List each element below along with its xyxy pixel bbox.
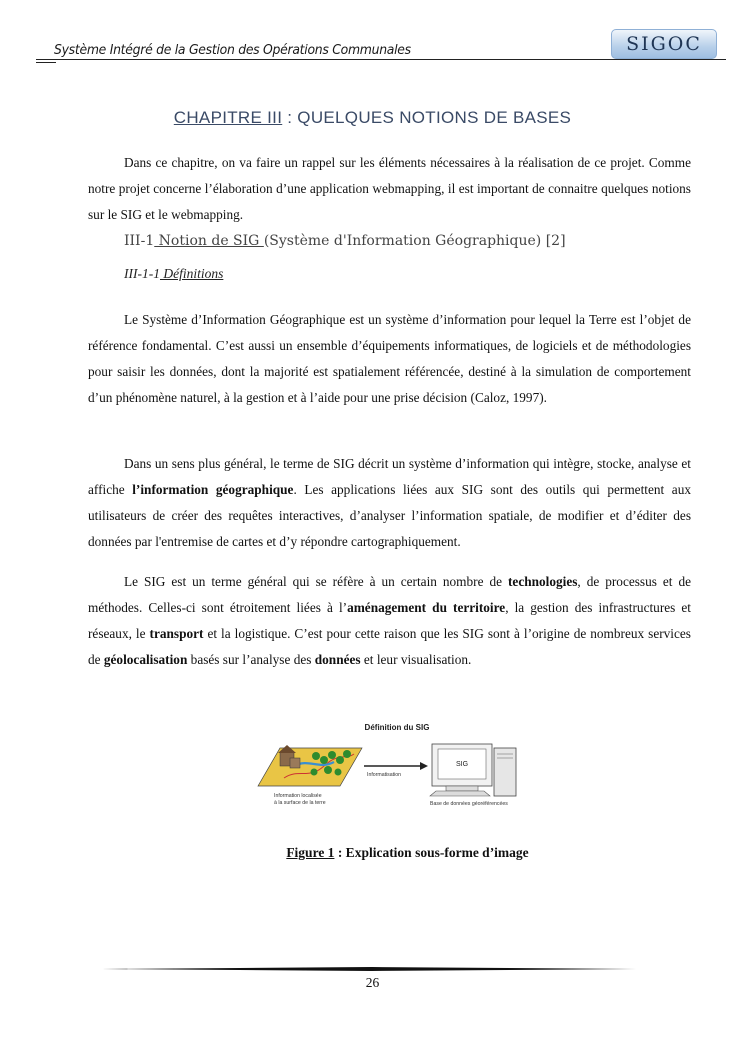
subsection-heading: [124, 266, 223, 282]
p3-bold-donnees: données: [314, 652, 361, 667]
general-sense-paragraph: [88, 451, 691, 555]
figure-title: Définition du SIG: [364, 723, 430, 732]
chapter-title: : QUELQUES NOTIONS DE BASES: [282, 108, 572, 127]
p2-text-a: Dans un sens plus général, le terme de SIG décrit un système d’information qui intègre, stocke, analyse et affiche: [88, 456, 691, 497]
p3-text-f: basés sur l’analyse des: [187, 652, 315, 667]
p3-text-g: et leur visualisation.: [360, 652, 472, 667]
map-illustration: [258, 745, 362, 786]
figure-right-label: Base de données géoréférencées: [430, 801, 508, 807]
page-number: 26: [365, 975, 380, 990]
intro-text: Dans ce chapitre, on va faire un rappel sur les éléments nécessaires à la réalisation de ce projet. Comme notre projet concerne l’élaboration d’une application webmapping, il est important de connaitre quelques notions sur le SIG et le webmapping.: [88, 155, 691, 222]
p2-bold-geo-info: l’information géographique: [132, 482, 294, 497]
footer-rule: [102, 967, 642, 971]
p3-bold-geolocalisation: géolocalisation: [103, 652, 188, 667]
computer-illustration: [430, 744, 516, 796]
subsection-number: III-1-1: [124, 266, 160, 281]
arrow-head: [420, 762, 428, 770]
figure-left-label-1: Information localisée: [274, 793, 322, 799]
p3-text-c: , de processus et de méthodes. Celles-ci sont étroitement liées à l’: [88, 574, 691, 615]
definition-paragraph: [88, 307, 691, 411]
p3-bold-technologies: technologies: [507, 574, 578, 589]
p3-bold-transport: transport: [149, 626, 204, 641]
p3-text-a: Le SIG est un terme général qui se réfère à un certain nombre de: [124, 574, 508, 589]
definition-text: Le Système d’Information Géographique est un système d’information pour lequel la Terre est l’objet de référence fondamental. C’est aussi un ensemble d’équipements informatiques, de logiciels et de méthodologies pour saisir les données, dont la majorité est spatialement référencée, destiné à la simulation de comportement d’un phénomène naturel, à la gestion et à l’aide pour une prise décision (Caloz, 1997).: [88, 312, 691, 405]
p3-text-e: et la logistique. C’est pour cette raison que les SIG sont à l’origine de nombreux services de: [88, 626, 691, 667]
technologies-paragraph: [88, 569, 691, 673]
sig-definition-figure: [254, 718, 534, 810]
sigoc-logo: SIGOC: [611, 29, 717, 59]
section-heading: [124, 233, 566, 249]
section-number: III-1: [124, 233, 155, 249]
section-title: Notion de SIG: [154, 233, 264, 249]
header-rule-accent: [36, 62, 56, 63]
figure-left-label-2: à la surface de la terre: [274, 800, 326, 806]
header-rule: [36, 59, 726, 60]
section-subtitle: (Système d'Information Géographique) [2]: [263, 233, 566, 249]
figure-screen-label: SIG: [455, 761, 469, 768]
p3-bold-amenagement: aménagement du territoire: [347, 600, 506, 615]
figure-caption-text: : Explication sous-forme d’image: [334, 845, 529, 860]
p3-text-d: , la gestion des infrastructures et réseaux, le: [88, 600, 691, 641]
p2-text-c: . Les applications liées aux SIG sont des outils qui permettent aux utilisateurs de créer des requêtes interactives, d’analyser l’information spatiale, de modifier et d’éditer des données par l'entremise de cartes et d’y répondre cartographiquement.: [88, 482, 691, 549]
chapter-number: CHAPITRE III: [173, 108, 283, 127]
figure-caption: [0, 845, 745, 861]
figure-caption-label: Figure 1: [286, 845, 335, 860]
intro-paragraph: [88, 150, 691, 228]
chapter-heading: [0, 108, 745, 128]
header-title: Système Intégré de la Gestion des Opérations Communales: [54, 42, 411, 58]
figure-arrow-label: Informatisation: [367, 772, 402, 778]
subsection-title: Définitions: [159, 266, 224, 281]
